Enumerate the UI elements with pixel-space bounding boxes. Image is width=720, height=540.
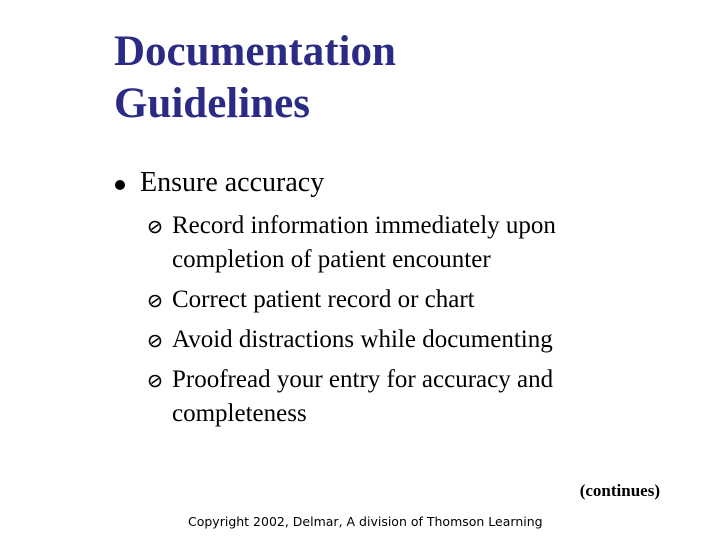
sub-bullet-line: completeness bbox=[172, 400, 307, 427]
sub-bullet-item bbox=[172, 283, 692, 317]
main-bullet-text: Ensure accuracy bbox=[140, 167, 325, 198]
slide-title bbox=[114, 26, 396, 130]
copyright-footer: Copyright 2002, Delmar, A division of Thomson Learning bbox=[188, 514, 543, 529]
sub-bullet-item bbox=[172, 323, 692, 357]
continues-label: (continues) bbox=[579, 481, 660, 500]
sub-bullet-item bbox=[172, 363, 692, 431]
sub-bullet-item bbox=[172, 209, 692, 277]
sub-bullet-line: Correct patient record or chart bbox=[172, 286, 475, 313]
sub-bullet-line: Avoid distractions while documenting bbox=[172, 326, 553, 353]
sub-bullet-line: completion of patient encounter bbox=[172, 246, 491, 273]
sub-bullet-list bbox=[172, 209, 692, 437]
circle-bullet-icon bbox=[148, 220, 162, 234]
filled-circle-bullet-icon bbox=[115, 180, 125, 190]
circle-bullet-icon bbox=[148, 334, 162, 348]
sub-bullet-line: Proofread your entry for accuracy and bbox=[172, 366, 554, 393]
circle-bullet-icon bbox=[148, 374, 162, 388]
sub-bullet-line: Record information immediately upon bbox=[172, 212, 556, 239]
title-line-2: Guidelines bbox=[114, 80, 310, 127]
circle-bullet-icon bbox=[148, 294, 162, 308]
title-line-1: Documentation bbox=[114, 28, 396, 75]
